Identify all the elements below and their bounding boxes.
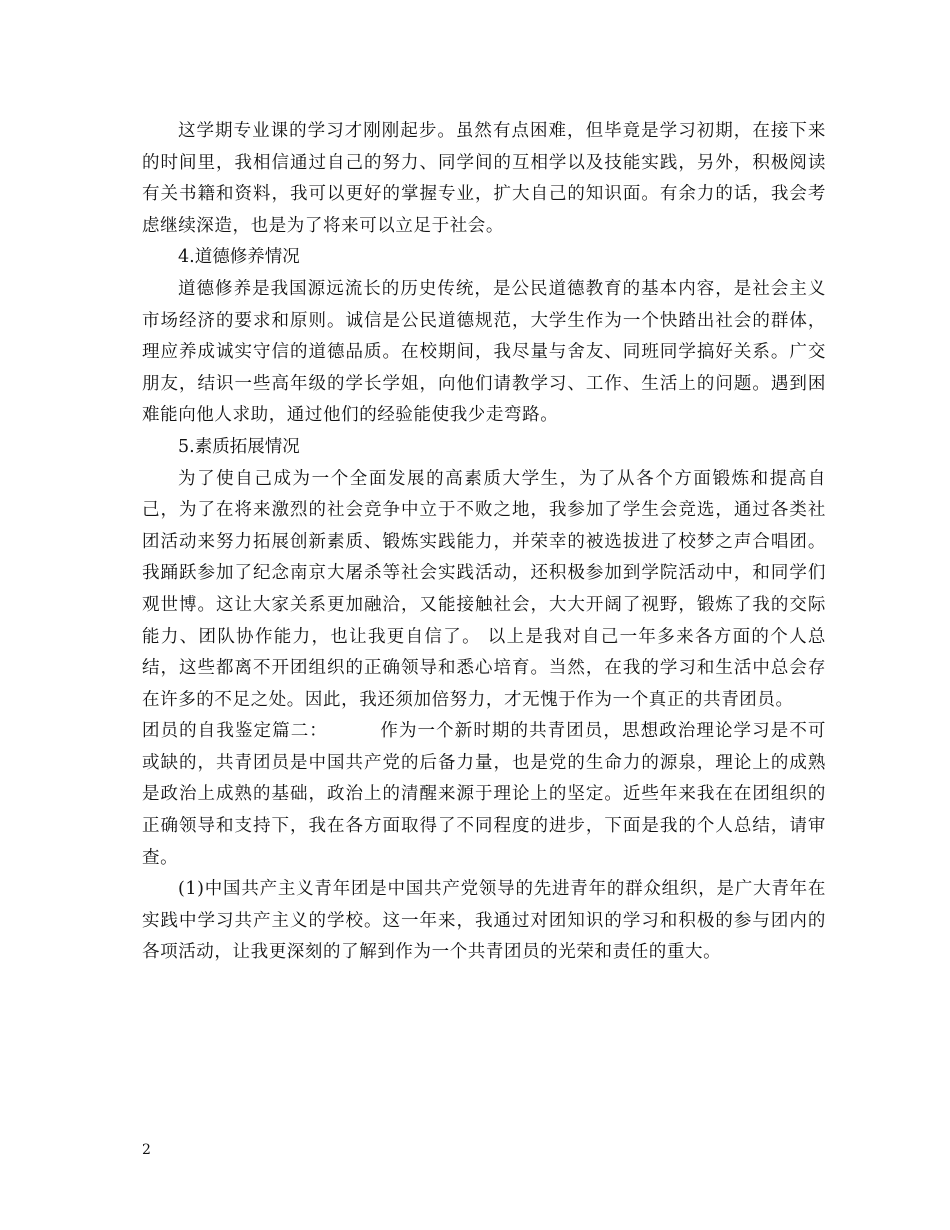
paragraph-league-intro: (1)中国共产主义青年团是中国共产党领导的先进青年的群众组织，是广大青年在实践中学习共产主义的学校。这一年来，我通过对团知识的学习和积极的参与团内的各项活动，让我更深刻的了解到作为一个共青团员的光荣和责任的重大。 (142, 879, 826, 963)
document-page (142, 116, 826, 969)
section-body: 作为一个新时期的共青团员，思想政治理论学习是不可或缺的，共青团员是中国共产党的后备力量，也是党的生命力的源泉，理论上的成熟是政治上成熟的基础，政治上的清醒来源于理论上的坚定。近些年来我在在团组织的正确领导和支持下，我在各方面取得了不同程度的进步，下面是我的个人总结，请审查。 (142, 721, 827, 868)
paragraph-self-assessment-two (142, 716, 826, 874)
heading-moral-cultivation: 4.道德修养情况 (178, 247, 300, 268)
paragraph-study: 这学期专业课的学习才刚刚起步。虽然有点困难，但毕竟是学习初期，在接下来的时间里，我相信通过自己的努力、同学间的互相学以及技能实践，另外，积极阅读有关书籍和资料，我可以更好的掌握专业，扩大自己的知识面。有余力的话，我会考虑继续深造，也是为了将来可以立足于社会。 (142, 121, 826, 236)
page-number: 2 (142, 1142, 151, 1158)
paragraph-quality: 为了使自己成为一个全面发展的高素质大学生，为了从各个方面锻炼和提高自己，为了在将来激烈的社会竞争中立于不败之地，我参加了学生会竞选，通过各类社团活动来努力拓展创新素质、锻炼实践能力，并荣幸的被选拔进了校梦之声合唱团。我踊跃参加了纪念南京大屠杀等社会实践活动，还积极参加到学院活动中，和同学们观世博。这让大家关系更加融洽，又能接触社会，大大开阔了视野，锻炼了我的交际能力、团队协作能力，也让我更自信了。 以上是我对自己一年多来各方面的个人总结，这些都离不开团组织的正确领导和悉心培育。当然，在我的学习和生活中总会存在许多的不足之处。因此，我还须加倍努力，才无愧于作为一个真正的共青团员。 (142, 468, 826, 710)
paragraph-moral: 道德修养是我国源远流长的历史传统，是公民道德教育的基本内容，是社会主义市场经济的要求和原则。诚信是公民道德规范，大学生作为一个快踏出社会的群体，理应养成诚实守信的道德品质。在校期间，我尽量与舍友、同班同学搞好关系。广交朋友，结识一些高年级的学长学姐，向他们请教学习、工作、生活上的问题。遇到困难能向他人求助，通过他们的经验能使我少走弯路。 (142, 278, 826, 426)
section-label: 团员的自我鉴定篇二： (142, 721, 328, 742)
heading-quality-expansion: 5.素质拓展情况 (178, 436, 300, 457)
